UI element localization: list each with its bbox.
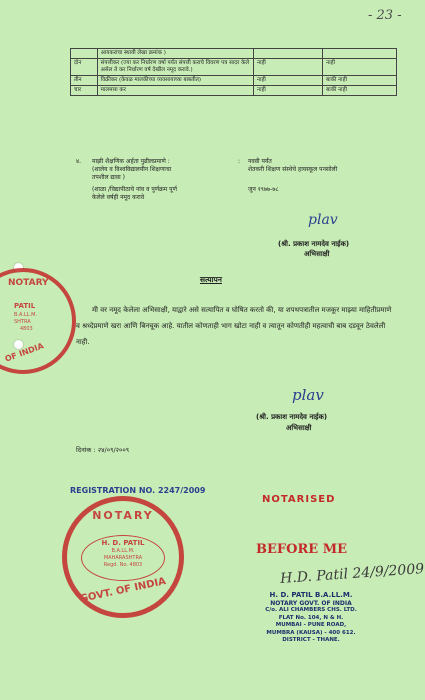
table-cell-c1: नाही bbox=[254, 59, 323, 76]
table-cell-c2: नाही bbox=[323, 59, 397, 76]
deponent-name: (श्री. प्रकाश नामदेव नाईक) bbox=[256, 413, 328, 421]
notary-stamp-partial: NOTARY PATIL B.A.LL.M. SHTRA 4803 OF INDIA bbox=[0, 268, 76, 374]
table-cell-desc: मालमत्ता कर bbox=[97, 86, 253, 96]
table-cell-c2 bbox=[323, 49, 397, 59]
table-cell-desc: आयकराचा स्थायी लेखा क्रमांक ) bbox=[97, 49, 253, 59]
registration-number: REGISTRATION NO. 2247/2009 bbox=[70, 486, 206, 495]
table-row bbox=[71, 49, 397, 59]
tax-table bbox=[70, 48, 397, 96]
item4-number: ४. bbox=[76, 158, 82, 165]
table-cell-desc: विक्रीकर (केवळ मालकीच्या व्यवसायाच्या बाबतीत) bbox=[97, 76, 253, 86]
deponent-name: (श्री. प्रकाश नामदेव नाईक) bbox=[278, 240, 350, 248]
date-line: दिनांक : २४/०९/२००९ bbox=[76, 446, 130, 454]
signature-scribble: plav bbox=[308, 212, 338, 228]
page-number: - 23 - bbox=[368, 8, 402, 23]
verification-heading: सत्यापन bbox=[200, 275, 222, 284]
table-row bbox=[71, 86, 397, 96]
item4-answer: नववी पर्यंत शेतकरी शिक्षण संस्थेचे हायस्कूल पनसोली जुन १९७७-७८ bbox=[248, 158, 338, 193]
notarised-stamp: NOTARISED bbox=[262, 494, 336, 505]
item4-question: माझी शैक्षणिक अर्हता पुढीलप्रमाणे : (शालेय व विश्वविद्यालयीन शिक्षणाचा तपशील द्यावा ) (शाळा /विद्यापीठाचे नांव व पुर्णक्रम पूर्ण केलेले वर्षही नमूद करावे bbox=[92, 158, 177, 201]
table-cell-c2: बाकी नाही bbox=[323, 76, 397, 86]
table-cell-no: दोन bbox=[71, 59, 98, 76]
table-cell-no: चार bbox=[71, 86, 98, 96]
deponent-role: अभिसाक्षी bbox=[304, 250, 330, 258]
verification-paragraph: मी वर नमूद केलेला अभिसाक्षी, याद्वारे असे सत्यापित व घोषित करतो की, या शपथपत्रातील मजकूर माझ्या माहितीप्रमाणे व श्रध्देप्रमाणे खरा आणि बिनचूक आहे. यातील कोणताही भाग खोटा नाही व त्यातून कोणतीही महत्वाची बाब दडवून ठेवलेली नाही. bbox=[76, 306, 392, 346]
deponent-role: अभिसाक्षी bbox=[286, 424, 312, 432]
table-cell-desc: संपत्तीकर (ज्या कर निर्धारण वर्षा पर्यंत संपत्ती कराचे विवरण पत्र सादर केले असेल ते कर निर्धारण वर्ष देखील नमूद करावे.) bbox=[97, 59, 253, 76]
table-cell-no bbox=[71, 49, 98, 59]
table-cell-c1 bbox=[254, 49, 323, 59]
signature-scribble: plav bbox=[292, 386, 324, 404]
notary-stamp: NOTARY H. D. PATIL B.A.LL.M. MAHARASHTRA Regd. No. 4803 GOVT. OF INDIA bbox=[62, 496, 184, 618]
notary-address: H. D. PATIL B.A.LL.M. NOTARY GOVT. OF INDIA C/o. ALI CHAMBERS CHS. LTD. FLAT No. 104, N & H. MUMBAI - PUNE ROAD, MUMBRA (KAUSA) - 400 612. DISTRICT - THANE. bbox=[265, 591, 357, 643]
table-cell-c1: नाही bbox=[254, 86, 323, 96]
table-cell-c1: नाही bbox=[254, 76, 323, 86]
notary-signature: H.D. Patil 24/9/2009 bbox=[279, 560, 425, 588]
table-cell-no: तीन bbox=[71, 76, 98, 86]
table-row bbox=[71, 59, 397, 76]
before-me-stamp: BEFORE ME bbox=[256, 542, 347, 557]
table-cell-c2: बाकी नाही bbox=[323, 86, 397, 96]
table-row bbox=[71, 76, 397, 86]
item4-colon: : bbox=[238, 158, 241, 165]
